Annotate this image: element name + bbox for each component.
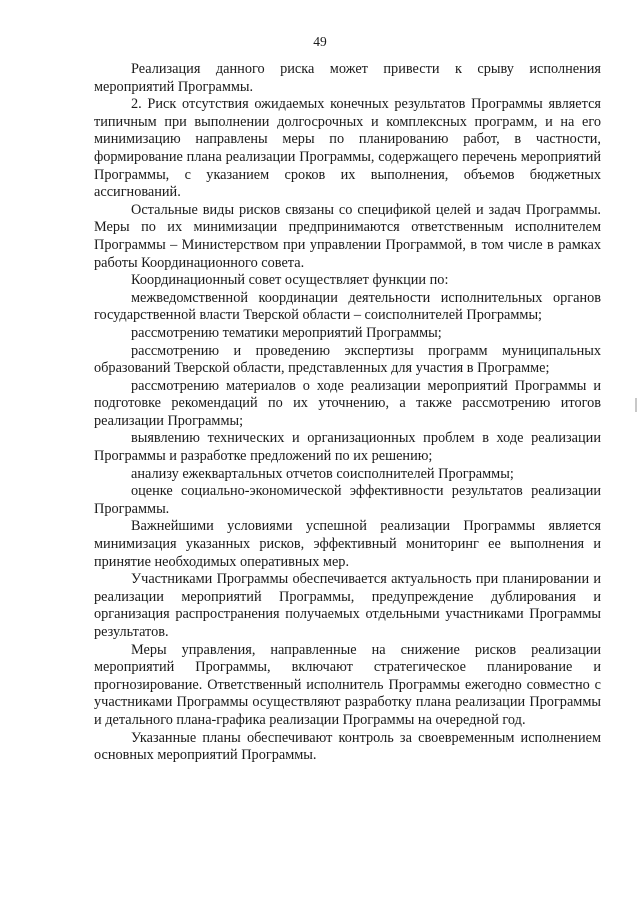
list-item-topics: рассмотрению тематики мероприятий Программы;: [131, 324, 442, 341]
body-text: [94, 61, 601, 765]
list-item-progress-review: рассмотрению материалов о ходе реализации мероприятий Программы и подготовке рекомендаций по их уточнению, а также рассмотрению итогов реализации Программы;: [94, 377, 601, 429]
paragraph-key-conditions: Важнейшими условиями успешной реализации Программы является минимизация указанных рисков, эффективный мониторинг ее выполнения и принятие необходимых оперативных мер.: [94, 518, 601, 570]
paragraph-management-measures: Меры управления, направленные на снижение рисков реализации мероприятий Программы, включают стратегическое планирование и прогнозирование. Ответственный исполнитель Программы ежегодно совместно с участниками Программы осуществляют разработку плана реализации Программы и детального плана-графика реализации Программы на очередной год.: [94, 641, 601, 728]
list-item-efficiency: оценке социально-экономической эффективности результатов реализации Программы.: [94, 483, 601, 517]
paragraph-risk-consequence: Реализация данного риска может привести к срыву исполнения мероприятий Программы.: [94, 61, 601, 95]
page-number: 49: [313, 34, 327, 49]
paragraph-other-risks: Остальные виды рисков связаны со спецификой целей и задач Программы. Меры по их минимизации предпринимаются ответственным исполнителем Программы – Министерством при управлении Программой, в том числе в рамках работы Координационного совета.: [94, 201, 601, 271]
list-item-problems: выявлению технических и организационных проблем в ходе реализации Программы и разработке предложений по их решению;: [94, 430, 601, 465]
scan-margin-mark: [635, 398, 637, 412]
list-item-quarterly-reports: анализу ежеквартальных отчетов соисполнителей Программы;: [131, 465, 514, 482]
paragraph-council-functions-intro: Координационный совет осуществляет функции по:: [131, 272, 449, 289]
paragraph-plans-control: Указанные планы обеспечивают контроль за своевременным исполнением основных мероприятий Программы.: [94, 729, 601, 764]
list-item-expertise: рассмотрению и проведению экспертизы программ муниципальных образований Тверской области, представленных для участия в Программе;: [94, 342, 601, 377]
paragraph-risk-results: 2. Риск отсутствия ожидаемых конечных результатов Программы является типичным при выполнении долгосрочных и комплексных программ, и на его минимизацию направлены меры по планированию работ, в частности, формирование плана реализации Программы, содержащего перечень мероприятий Программы, с указанием сроков их выполнения, объемов бюджетных ассигнований.: [94, 96, 601, 201]
paragraph-participants: Участниками Программы обеспечивается актуальность при планировании и реализации мероприятий Программы, предупреждение дублирования и организация распространения получаемых отдельными участниками Программы результатов.: [94, 571, 601, 640]
list-item-coordination: межведомственной координации деятельности исполнительных органов государственной власти Тверской области – соисполнителей Программы;: [94, 289, 601, 324]
